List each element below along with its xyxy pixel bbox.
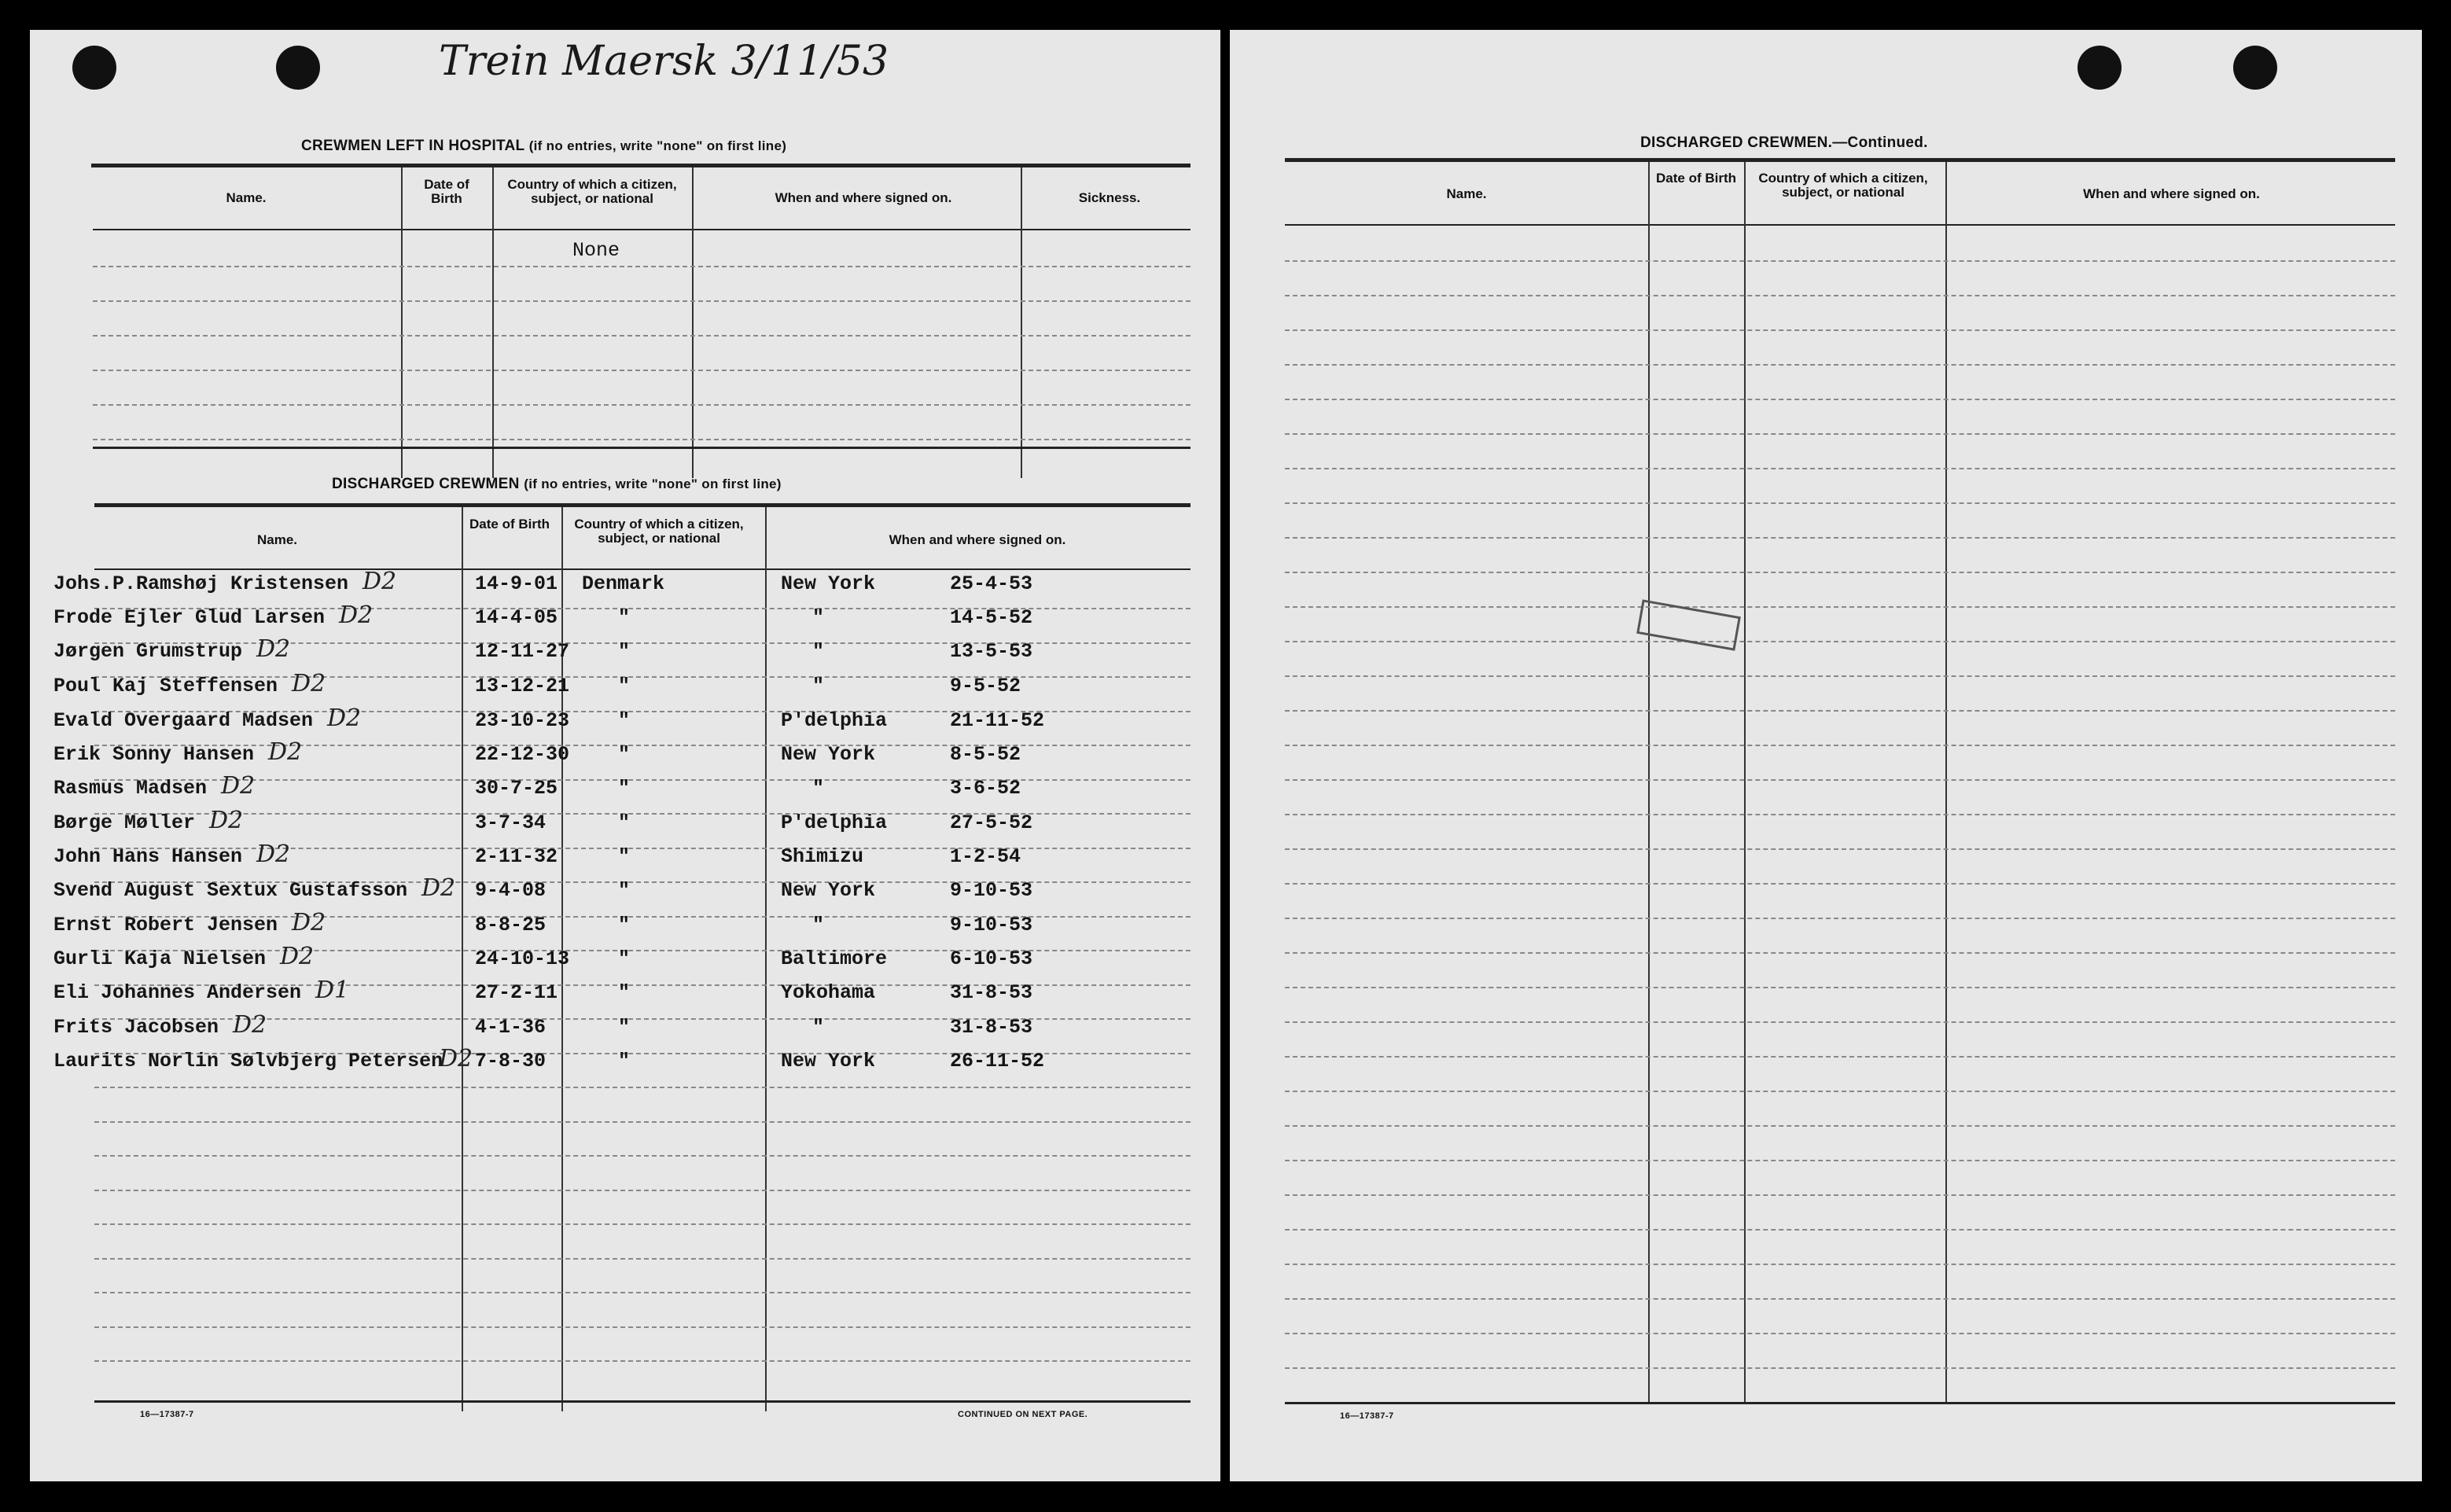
ruled-line xyxy=(1285,745,2395,746)
ruled-line xyxy=(94,1360,1191,1362)
continued-header-name: Name. xyxy=(1446,186,1487,201)
signed-place: " xyxy=(812,675,825,697)
signed-place: P'delphia xyxy=(781,709,888,732)
hospital-top-rule xyxy=(91,164,1191,167)
ruled-line xyxy=(1285,1229,2395,1231)
ruled-line xyxy=(94,1258,1191,1260)
crew-country: " xyxy=(618,640,631,663)
right-page xyxy=(1230,30,2422,1481)
punch-hole xyxy=(276,46,320,90)
discharge-mark: D2 xyxy=(339,601,374,629)
hospital-header-country: Country of which a citizen, subject, or national xyxy=(507,177,677,206)
hospital-header-name: Name. xyxy=(226,190,267,205)
ruled-line xyxy=(1285,329,2395,331)
signed-date: 9-5-52 xyxy=(950,675,1021,697)
crew-name: Frode Ejler Glud Larsen xyxy=(53,606,326,629)
ruled-line xyxy=(94,1223,1191,1225)
ruled-line xyxy=(1285,952,2395,954)
discharge-mark: D2 xyxy=(362,568,397,595)
ruled-line xyxy=(94,1087,1191,1088)
column-divider xyxy=(1648,162,1650,1404)
discharged-bottom-rule xyxy=(94,1400,1191,1403)
ruled-line xyxy=(1285,1125,2395,1127)
ruled-line xyxy=(1285,260,2395,262)
discharged-title: DISCHARGED CREWMEN xyxy=(332,476,520,492)
ruled-line xyxy=(1285,1056,2395,1058)
signed-date: 14-5-52 xyxy=(950,606,1033,629)
crew-country: Denmark xyxy=(582,572,665,595)
signed-date: 13-5-53 xyxy=(950,640,1033,663)
ruled-line xyxy=(1285,848,2395,850)
crew-dob: 7-8-30 xyxy=(475,1050,547,1072)
signed-place: Yokohama xyxy=(781,981,876,1004)
column-divider xyxy=(692,167,694,478)
crew-name: Erik Sonny Hansen xyxy=(53,743,255,766)
continued-header-rule xyxy=(1285,224,2395,226)
crew-country: " xyxy=(618,777,631,800)
continued-note: CONTINUED ON NEXT PAGE. xyxy=(958,1410,1088,1419)
crew-dob: 23-10-23 xyxy=(475,709,570,732)
discharge-mark: D2 xyxy=(221,772,256,800)
crew-name: Svend August Sextux Gustafsson xyxy=(53,879,408,902)
discharged-header-rule xyxy=(94,568,1191,570)
discharge-mark: D2 xyxy=(327,704,362,732)
signed-date: 6-10-53 xyxy=(950,947,1033,970)
ruled-line xyxy=(1285,572,2395,573)
signed-place: " xyxy=(812,606,825,629)
crew-name: Poul Kaj Steffensen xyxy=(53,675,278,697)
continued-bottom-rule xyxy=(1285,1402,2395,1404)
crew-country: " xyxy=(618,1050,631,1072)
crew-country: " xyxy=(618,947,631,970)
hospital-bottom-rule xyxy=(93,447,1191,449)
discharge-mark: D2 xyxy=(233,1011,267,1039)
signed-date: 3-6-52 xyxy=(950,777,1021,800)
ruled-line xyxy=(1285,1333,2395,1334)
signed-place: Baltimore xyxy=(781,947,888,970)
crew-dob: 8-8-25 xyxy=(475,914,547,936)
discharge-mark: D2 xyxy=(268,738,303,766)
ruled-line xyxy=(93,335,1191,337)
ruled-line xyxy=(94,1190,1191,1191)
crew-country: " xyxy=(618,981,631,1004)
column-divider xyxy=(401,167,403,478)
discharged-subtitle: (if no entries, write "none" on first line) xyxy=(524,476,782,491)
crew-name: Ernst Robert Jensen xyxy=(53,914,278,936)
crew-dob: 12-11-27 xyxy=(475,640,570,663)
signed-place: Shimizu xyxy=(781,845,864,868)
continued-section-title: DISCHARGED CREWMEN.—Continued. xyxy=(1640,134,1928,151)
ruled-line xyxy=(93,300,1191,302)
crew-country: " xyxy=(618,879,631,902)
signed-place: P'delphia xyxy=(781,811,888,834)
signed-date: 9-10-53 xyxy=(950,914,1033,936)
hospital-title: CREWMEN LEFT IN HOSPITAL xyxy=(301,138,525,154)
crew-name: Gurli Kaja Nielsen xyxy=(53,947,267,970)
column-divider xyxy=(1744,162,1746,1404)
signed-date: 27-5-52 xyxy=(950,811,1033,834)
signed-date: 9-10-53 xyxy=(950,879,1033,902)
crew-dob: 4-1-36 xyxy=(475,1016,547,1039)
crew-dob: 2-11-32 xyxy=(475,845,558,868)
ruled-line xyxy=(1285,675,2395,677)
crew-country: " xyxy=(618,743,631,766)
discharge-mark: D2 xyxy=(256,841,291,868)
discharge-mark: D2 xyxy=(280,943,315,970)
discharged-header-dob: Date of Birth xyxy=(469,517,550,532)
ruled-line xyxy=(1285,537,2395,539)
continued-header-signed: When and where signed on. xyxy=(2083,186,2260,201)
crew-dob: 9-4-08 xyxy=(475,879,547,902)
hospital-none-entry: None xyxy=(572,239,620,262)
ruled-line xyxy=(94,745,1191,746)
discharge-mark: D2 xyxy=(256,635,291,663)
signed-date: 31-8-53 xyxy=(950,1016,1033,1039)
ruled-line xyxy=(1285,606,2395,608)
crew-name: John Hans Hansen xyxy=(53,845,243,868)
signed-date: 21-11-52 xyxy=(950,709,1045,732)
signed-place: New York xyxy=(781,743,876,766)
column-divider xyxy=(1945,162,1947,1404)
ruled-line xyxy=(94,1121,1191,1123)
ruled-line xyxy=(94,1292,1191,1293)
column-divider xyxy=(492,167,494,478)
ruled-line xyxy=(1285,502,2395,504)
crew-name: Evald Overgaard Madsen xyxy=(53,709,314,732)
punch-hole xyxy=(2233,46,2277,90)
ruled-line xyxy=(1285,883,2395,885)
ruled-line xyxy=(1285,987,2395,988)
discharge-mark: D2 xyxy=(292,670,326,697)
discharged-header-name: Name. xyxy=(256,532,298,547)
crew-name: Jørgen Grumstrup xyxy=(53,640,243,663)
ruled-line xyxy=(1285,918,2395,919)
ruled-line xyxy=(1285,399,2395,400)
hospital-header-dob: Date of Birth xyxy=(424,177,469,206)
signed-date: 1-2-54 xyxy=(950,845,1021,868)
left-page xyxy=(30,30,1220,1481)
crew-dob: 30-7-25 xyxy=(475,777,558,800)
column-divider xyxy=(1021,167,1022,478)
signed-place: New York xyxy=(781,879,876,902)
crew-country: " xyxy=(618,1016,631,1039)
hospital-header-rule xyxy=(93,229,1191,230)
continued-header-dob: Date of Birth xyxy=(1656,171,1736,186)
form-number: 16—17387-7 xyxy=(140,1410,194,1419)
hospital-subtitle: (if no entries, write "none" on first line) xyxy=(528,138,787,153)
ruled-line xyxy=(1285,710,2395,712)
discharge-mark: D1 xyxy=(315,977,350,1004)
signed-date: 26-11-52 xyxy=(950,1050,1045,1072)
ruled-line xyxy=(1285,1367,2395,1369)
crew-name: Laurits Norlin Sølvbjerg Petersen xyxy=(53,1050,443,1072)
discharged-header-country: Country of which a citizen, subject, or national xyxy=(574,517,744,546)
signed-date: 8-5-52 xyxy=(950,743,1021,766)
form-number: 16—17387-7 xyxy=(1340,1411,1394,1421)
discharged-header-signed: When and where signed on. xyxy=(889,532,1066,547)
hospital-section-title xyxy=(301,138,786,155)
crew-country: " xyxy=(618,845,631,868)
signed-place: New York xyxy=(781,572,876,595)
ruled-line xyxy=(93,266,1191,267)
ruled-line xyxy=(1285,641,2395,642)
crew-dob: 3-7-34 xyxy=(475,811,547,834)
crew-dob: 22-12-30 xyxy=(475,743,570,766)
signed-date: 31-8-53 xyxy=(950,981,1033,1004)
ruled-line xyxy=(94,1155,1191,1157)
crew-name: Eli Johannes Andersen xyxy=(53,981,302,1004)
discharge-mark: D2 xyxy=(292,909,326,936)
ruled-line xyxy=(1285,1091,2395,1092)
ruled-line xyxy=(93,439,1191,440)
hospital-header-sickness: Sickness. xyxy=(1078,190,1141,205)
ruled-line xyxy=(1285,814,2395,815)
crew-country: " xyxy=(618,914,631,936)
discharge-mark: D2 xyxy=(439,1045,473,1072)
ruled-line xyxy=(1285,1298,2395,1300)
ruled-line xyxy=(93,404,1191,406)
discharge-mark: D2 xyxy=(421,874,456,902)
crew-dob: 14-9-01 xyxy=(475,572,558,595)
signed-place: " xyxy=(812,914,825,936)
crew-name: Johs.P.Ramshøj Kristensen xyxy=(53,572,349,595)
crew-name: Børge Møller xyxy=(53,811,196,834)
handwritten-header: Trein Maersk 3/11/53 xyxy=(439,38,889,85)
ruled-line xyxy=(1285,779,2395,781)
ruled-line xyxy=(1285,468,2395,469)
signed-place: " xyxy=(812,640,825,663)
continued-top-rule xyxy=(1285,158,2395,162)
ruled-line xyxy=(94,1326,1191,1328)
ruled-line xyxy=(93,370,1191,371)
crew-country: " xyxy=(618,811,631,834)
ruled-line xyxy=(1285,1160,2395,1161)
crew-name: Frits Jacobsen xyxy=(53,1016,219,1039)
crew-dob: 24-10-13 xyxy=(475,947,570,970)
punch-hole xyxy=(72,46,116,90)
ruled-line xyxy=(1285,1021,2395,1023)
ruled-line xyxy=(94,779,1191,781)
hospital-header-signed: When and where signed on. xyxy=(775,190,952,205)
crew-dob: 13-12-21 xyxy=(475,675,570,697)
crew-dob: 27-2-11 xyxy=(475,981,558,1004)
signed-place: " xyxy=(812,777,825,800)
crew-dob: 14-4-05 xyxy=(475,606,558,629)
punch-hole xyxy=(2077,46,2122,90)
crew-country: " xyxy=(618,675,631,697)
signed-date: 25-4-53 xyxy=(950,572,1033,595)
signed-place: " xyxy=(812,1016,825,1039)
crew-country: " xyxy=(618,709,631,732)
ruled-line xyxy=(1285,295,2395,296)
ruled-line xyxy=(1285,433,2395,435)
crew-name: Rasmus Madsen xyxy=(53,777,208,800)
signed-place: New York xyxy=(781,1050,876,1072)
ruled-line xyxy=(1285,1264,2395,1265)
discharge-mark: D2 xyxy=(209,807,244,834)
discharged-section-title xyxy=(332,476,782,493)
ruled-line xyxy=(1285,1194,2395,1196)
discharged-top-rule xyxy=(94,503,1191,507)
continued-header-country: Country of which a citizen, subject, or national xyxy=(1758,171,1928,200)
crew-country: " xyxy=(618,606,631,629)
ruled-line xyxy=(1285,364,2395,366)
